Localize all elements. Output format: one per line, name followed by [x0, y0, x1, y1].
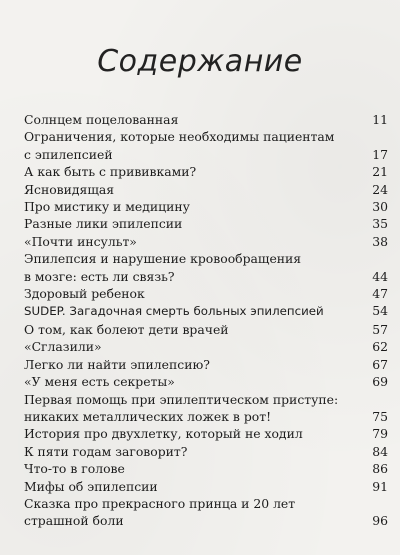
toc-entry-title: никаких металлических ложек в рот! — [24, 408, 272, 424]
toc-entry-title: О том, как болеют дети врачей — [24, 321, 229, 337]
toc-entry — [24, 425, 388, 442]
toc-entry-title: К пяти годам заговорит? — [24, 443, 188, 459]
toc-page-number: 44 — [372, 268, 388, 284]
toc-entry — [24, 321, 388, 338]
toc-entry — [24, 163, 388, 180]
toc-entry — [24, 338, 388, 355]
toc-page-number: 91 — [372, 478, 388, 494]
toc-page-number: 54 — [372, 303, 388, 319]
toc-entry-title-line1: Ограничения, которые необходимы пациентам — [24, 129, 335, 145]
toc-entry — [24, 495, 388, 530]
toc-entry-title: «У меня есть секреты» — [24, 374, 175, 390]
toc-page-number: 75 — [372, 408, 388, 424]
toc-entry — [24, 356, 388, 373]
toc-entry — [24, 302, 388, 320]
toc-page-number: 86 — [372, 461, 388, 477]
toc-entry-title-line1: Эпилепсия и нарушение кровообращения — [24, 251, 302, 267]
toc-entry-title: Ясновидящая — [24, 181, 115, 197]
toc-entry-title: Солнцем поцелованная — [24, 112, 179, 127]
table-of-contents — [24, 111, 388, 530]
toc-entry-title: Здоровый ребенок — [24, 286, 145, 302]
toc-entry-title: Что-то в голове — [24, 461, 125, 477]
toc-entry-title: А как быть с прививками? — [24, 164, 197, 180]
toc-entry-title-line1: Первая помощь при эпилептическом приступе: — [24, 391, 339, 407]
toc-entry-title: с эпилепсией — [24, 146, 113, 162]
toc-page-number: 84 — [372, 443, 388, 459]
toc-entry — [24, 198, 388, 215]
toc-entry — [24, 460, 388, 477]
toc-page-number: 30 — [372, 199, 388, 215]
toc-page-number: 69 — [372, 374, 388, 390]
toc-entry-title: Про мистику и медицину — [24, 199, 190, 215]
toc-entry-title: «Почти инсульт» — [24, 233, 137, 249]
toc-entry-title: SUDEP. Загадочная смерть больных эпилепсией — [24, 304, 324, 319]
toc-entry — [24, 215, 388, 232]
page-title: Содержание — [97, 44, 303, 79]
toc-entry — [24, 181, 388, 198]
toc-page-number: 35 — [372, 216, 388, 232]
toc-page-number: 21 — [372, 164, 388, 180]
toc-page-number: 17 — [372, 146, 388, 162]
toc-page-number: 79 — [372, 426, 388, 442]
toc-entry-title: «Сглазили» — [24, 339, 102, 355]
toc-page-number: 62 — [372, 339, 388, 355]
toc-page-number: 24 — [372, 181, 388, 197]
toc-entry — [24, 128, 388, 163]
toc-page-number: 96 — [372, 513, 388, 529]
toc-entry — [24, 250, 388, 285]
toc-entry-title: История про двухлетку, который не ходил — [24, 426, 303, 442]
toc-entry-title: в мозге: есть ли связь? — [24, 268, 175, 284]
toc-page-number: 57 — [372, 321, 388, 337]
toc-page-number: 67 — [372, 356, 388, 372]
toc-entry-title: Легко ли найти эпилепсию? — [24, 356, 210, 372]
toc-entry-title: Разные лики эпилепсии — [24, 216, 183, 232]
toc-entry — [24, 233, 388, 250]
toc-entry — [24, 285, 388, 302]
toc-entry — [24, 111, 388, 128]
toc-entry-title: Мифы об эпилепсии — [24, 478, 158, 494]
toc-entry-title: страшной боли — [24, 513, 124, 529]
toc-page-number: 47 — [372, 286, 388, 302]
toc-entry — [24, 391, 388, 426]
toc-entry — [24, 443, 388, 460]
toc-entry — [24, 478, 388, 495]
toc-page-number: 11 — [372, 112, 388, 127]
toc-entry — [24, 373, 388, 390]
toc-entry-title-line1: Сказка про прекрасного принца и 20 лет — [24, 495, 296, 511]
toc-page-number: 38 — [372, 233, 388, 249]
